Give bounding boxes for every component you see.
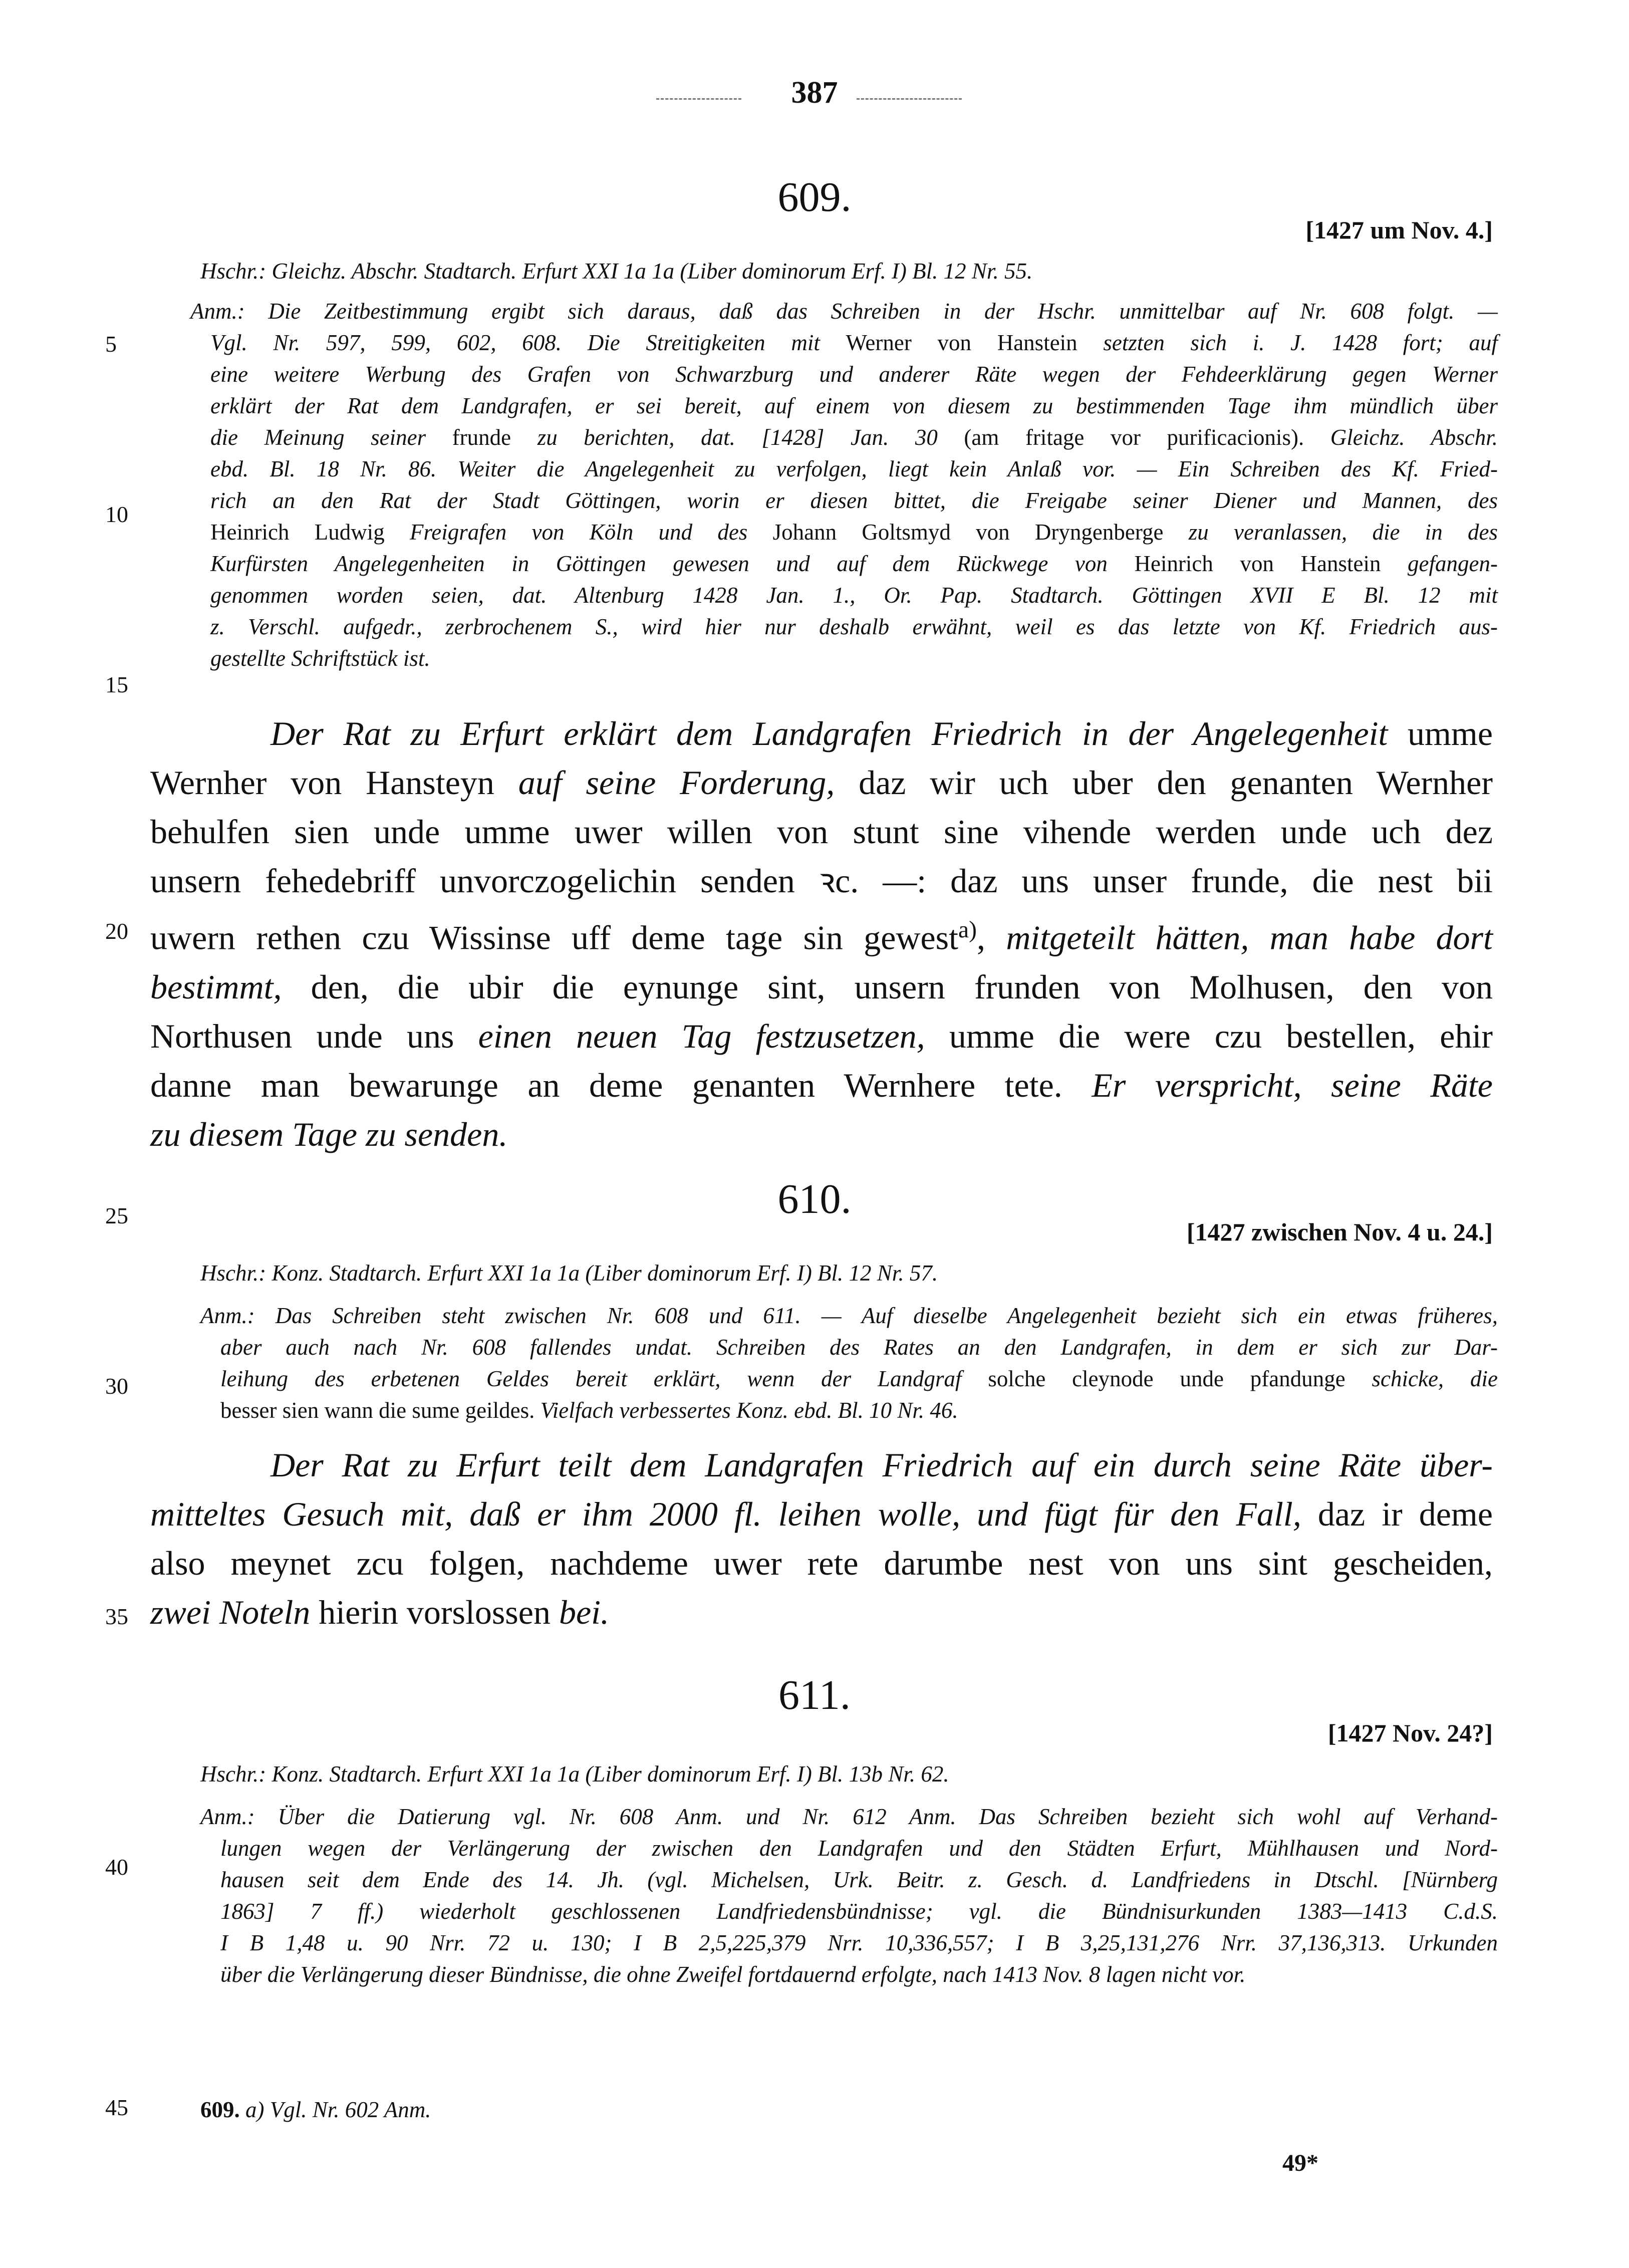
text-line — [200, 1300, 1498, 1332]
text-segment: über die Verlängerung dieser Bündnisse, die ohne Zweifel fortdauernd erfolgte, nach 1413 Nov. 8 lagen nicht vor. — [220, 1962, 1246, 1987]
text-segment: zwei Noteln — [150, 1593, 311, 1631]
text-line — [200, 1959, 1498, 1990]
text-segment: daz ir deme — [1301, 1495, 1493, 1533]
text-line — [190, 643, 1498, 674]
text-segment: auf seine Forderung, — [518, 764, 835, 802]
text-segment: Anm.: Das Schreiben steht zwischen Nr. 608 und 611. — Auf dieselbe Angelegenheit bezieht sich ein etwas früheres, — [200, 1303, 1498, 1328]
text-segment: z. Verschl. aufgedr., zerbrochenem S., wird hier nur deshalb erwähnt, weil es das letzte von Kf. Friedrich aus- — [210, 614, 1498, 639]
text-line — [190, 548, 1498, 580]
text-segment: erklärt der Rat dem Landgrafen, er sei bereit, auf einem von diesem zu bestimmenden Tage ihm mündlich über — [210, 393, 1498, 418]
text-segment: genommen worden seien, dat. Altenburg 1428 Jan. 1., Or. Pap. Stadtarch. Göttingen XVII E Bl. 12 mit — [210, 583, 1498, 608]
text-segment: Heinrich Ludwig — [210, 520, 410, 545]
text-line — [200, 1332, 1498, 1363]
doc-609-date: [1427 um Nov. 4.] — [1305, 216, 1493, 244]
text-line — [190, 296, 1498, 327]
text-segment: gestellte Schriftstück ist. — [210, 646, 430, 671]
line-number: 5 — [105, 331, 117, 357]
line-number: 20 — [105, 918, 128, 944]
text-segment: ebd. Bl. 18 Nr. 86. Weiter die Angelegenheit zu verfolgen, liegt kein Anlaß vor. — Ein Schreiben des Kf. Fried- — [210, 456, 1498, 481]
text-segment: umme — [1388, 714, 1493, 752]
text-line — [150, 807, 1493, 856]
text-line — [150, 1440, 1493, 1489]
text-segment: aber auch nach Nr. 608 fallendes undat. Schreiben des Rates an den Landgrafen, in dem er sich zur Dar- — [220, 1335, 1498, 1360]
text-segment: zu berichten, dat. [1428] Jan. 30 — [511, 425, 964, 450]
text-segment: umme die were czu bestellen, ehir — [925, 1017, 1493, 1055]
text-segment: einen neuen Tag festzusetzen, — [478, 1017, 925, 1055]
text-segment: Wernher von Hansteyn — [150, 764, 518, 802]
doc-610-number: 610. — [777, 1176, 852, 1222]
doc-609-hschr: Hschr.: Gleichz. Abschr. Stadtarch. Erfurt XXI 1a 1a (Liber dominorum Erf. I) Bl. 12 Nr. 55. — [200, 259, 1033, 284]
line-number: 40 — [105, 1854, 128, 1880]
footnote-text: a) Vgl. Nr. 602 Anm. — [245, 2097, 431, 2122]
footnote — [200, 2094, 902, 2126]
doc-610-date: [1427 zwischen Nov. 4 u. 24.] — [1186, 1218, 1493, 1246]
text-segment: a) — [958, 917, 977, 943]
text-segment: den, die ubir die eynunge sint, unsern frunden von Molhusen, den von — [282, 967, 1493, 1006]
text-line — [150, 758, 1493, 807]
doc-611-date: [1427 Nov. 24?] — [1327, 1719, 1493, 1747]
doc-609-text — [150, 709, 1493, 1159]
text-segment: Kurfürsten Angelegenheiten in Göttingen gewesen und auf dem Rückwege von — [210, 551, 1135, 576]
text-line — [200, 1896, 1498, 1927]
text-segment: Heinrich von Hanstein — [1134, 551, 1381, 576]
text-segment: Vgl. Nr. 597, 599, 602, 608. Die Streitigkeiten mit — [210, 330, 846, 355]
text-segment: also meynet zcu folgen, nachdeme uwer rete darumbe nest von uns sint gescheiden, — [150, 1544, 1493, 1582]
header-rule-right — [857, 98, 962, 100]
text-line — [190, 580, 1498, 611]
text-segment: die Meinung seiner — [210, 425, 452, 450]
page-number: 387 — [791, 76, 838, 110]
text-segment: bei. — [559, 1593, 610, 1631]
text-segment: 1863] 7 ff.) wiederholt geschlossenen Landfriedensbündnisse; vgl. die Bündnisurkunden 1383—1413 C.d.S. — [220, 1899, 1498, 1924]
text-segment: leihung des erbetenen Geldes bereit erklärt, wenn der Landgraf — [220, 1366, 988, 1391]
text-segment: und des — [633, 520, 773, 545]
doc-610-text — [150, 1440, 1493, 1637]
text-segment: Er verspricht, seine Räte — [1092, 1066, 1493, 1104]
header-rule-left — [656, 98, 741, 100]
text-segment: besser sien wann die sume geildes. — [220, 1398, 535, 1423]
text-line — [190, 611, 1498, 643]
text-segment: Der Rat zu Erfurt erklärt dem Landgrafen Friedrich in der Angelegenheit — [270, 714, 1388, 752]
text-segment: (am fritage vor purificacionis). — [964, 425, 1304, 450]
text-line — [150, 1539, 1493, 1588]
line-number: 10 — [105, 501, 128, 527]
text-segment: uwern rethen czu Wissinse uff deme tage sin gewest — [150, 918, 959, 957]
doc-609-number: 609. — [777, 174, 852, 220]
text-segment: unsern fehedebriff unvorczogelichin senden ꝛc. —: daz uns unser frunde, die nest bii — [150, 862, 1493, 900]
text-segment: Der Rat zu Erfurt teilt dem Landgrafen Friedrich auf ein durch seine Räte über- — [270, 1446, 1493, 1484]
line-number: 30 — [105, 1373, 128, 1399]
text-segment: hierin vorslossen — [310, 1593, 559, 1631]
text-segment: Anm.: Über die Datierung vgl. Nr. 608 Anm. und Nr. 612 Anm. Das Schreiben bezieht sich wohl auf Verhand- — [200, 1804, 1498, 1829]
text-segment: bestimmt, — [150, 967, 282, 1006]
doc-611-annotation — [200, 1801, 1498, 1990]
footnote-ref: 609. — [200, 2097, 240, 2122]
text-segment: daz wir uch uber den genanten Wernher — [835, 764, 1493, 802]
text-segment: Gleichz. Abschr. — [1304, 425, 1498, 450]
text-line — [150, 1110, 1493, 1159]
doc-611-hschr: Hschr.: Konz. Stadtarch. Erfurt XXI 1a 1a (Liber dominorum Erf. I) Bl. 13b Nr. 62. — [200, 1761, 949, 1787]
text-line — [190, 359, 1498, 390]
text-segment: Vielfach verbessertes Konz. ebd. Bl. 10 Nr. 46. — [534, 1398, 958, 1423]
text-segment: behulfen sien unde umme uwer willen von stunt sine vihende werden unde uch dez — [150, 813, 1493, 851]
text-segment: hausen seit dem Ende des 14. Jh. (vgl. Michelsen, Urk. Beitr. z. Gesch. d. Landfriedens in Dtschl. [Nürnberg — [220, 1867, 1498, 1892]
line-number: 35 — [105, 1604, 128, 1629]
text-line — [200, 1864, 1498, 1896]
text-line — [150, 1489, 1493, 1539]
text-segment: Northusen unde uns — [150, 1017, 478, 1055]
text-line — [150, 1061, 1493, 1110]
doc-611-number: 611. — [778, 1672, 851, 1718]
line-number: 45 — [105, 2095, 128, 2120]
text-line — [150, 962, 1493, 1012]
text-line — [190, 327, 1498, 359]
text-segment: lungen wegen der Verlängerung der zwischen den Landgrafen und den Städten Erfurt, Mühlhausen und Nord- — [220, 1836, 1498, 1861]
text-line — [200, 1363, 1498, 1395]
text-segment: rich an den Rat der Stadt Göttingen, worin er diesen bittet, die Freigabe seiner Diener und Mannen, des — [210, 488, 1498, 513]
doc-610-annotation — [200, 1300, 1498, 1426]
line-number: 25 — [105, 1203, 128, 1228]
text-line — [200, 1927, 1498, 1959]
text-line — [190, 390, 1498, 422]
text-segment: mitgeteilt hätten, man habe dort — [1006, 918, 1493, 957]
text-segment: setzten sich i. J. 1428 fort; auf — [1077, 330, 1498, 355]
doc-610-hschr: Hschr.: Konz. Stadtarch. Erfurt XXI 1a 1a (Liber dominorum Erf. I) Bl. 12 Nr. 57. — [200, 1261, 938, 1286]
text-line — [190, 485, 1498, 517]
text-segment: frunde — [452, 425, 511, 450]
text-segment: gefangen- — [1381, 551, 1498, 576]
text-segment: danne man bewarunge an deme genanten Wernhere tete. — [150, 1066, 1092, 1104]
text-line — [200, 1833, 1498, 1864]
text-line — [190, 517, 1498, 548]
line-number: 15 — [105, 672, 128, 697]
text-line — [200, 1801, 1498, 1833]
signature-mark: 49* — [1282, 2150, 1318, 2176]
text-segment: schicke, die — [1345, 1366, 1498, 1391]
text-segment: I B 1,48 u. 90 Nrr. 72 u. 130; I B 2,5,225,379 Nrr. 10,336,557; I B 3,25,131,276 Nrr. 37,136,313. Urkunden — [220, 1930, 1498, 1955]
text-line — [190, 453, 1498, 485]
text-segment: Werner von Hanstein — [846, 330, 1077, 355]
text-segment: zu diesem Tage zu senden. — [150, 1115, 508, 1153]
text-line — [200, 1395, 1498, 1426]
text-segment: Freigrafen von Köln — [409, 520, 634, 545]
text-segment: Johann Goltsmyd von Dryngenberge — [772, 520, 1164, 545]
text-line — [150, 709, 1493, 758]
text-segment: , — [977, 918, 1006, 957]
doc-609-annotation — [190, 296, 1498, 674]
text-segment: solche cleynode unde pfandunge — [988, 1366, 1345, 1391]
text-line — [190, 422, 1498, 453]
text-line — [150, 1588, 1493, 1637]
text-segment: Anm.: Die Zeitbestimmung ergibt sich daraus, daß das Schreiben in der Hschr. unmittelbar auf Nr. 608 folgt. — — [190, 299, 1498, 324]
text-segment: zu veranlassen, die in des — [1163, 520, 1498, 545]
text-line — [150, 1012, 1493, 1061]
text-segment: mitteltes Gesuch mit, daß er ihm 2000 fl. leihen wolle, und fügt für den Fall, — [150, 1495, 1301, 1533]
text-line — [150, 905, 1493, 962]
text-line — [150, 856, 1493, 905]
text-segment: eine weitere Werbung des Grafen von Schwarzburg und anderer Räte wegen der Fehdeerklärung gegen Werner — [210, 362, 1498, 387]
